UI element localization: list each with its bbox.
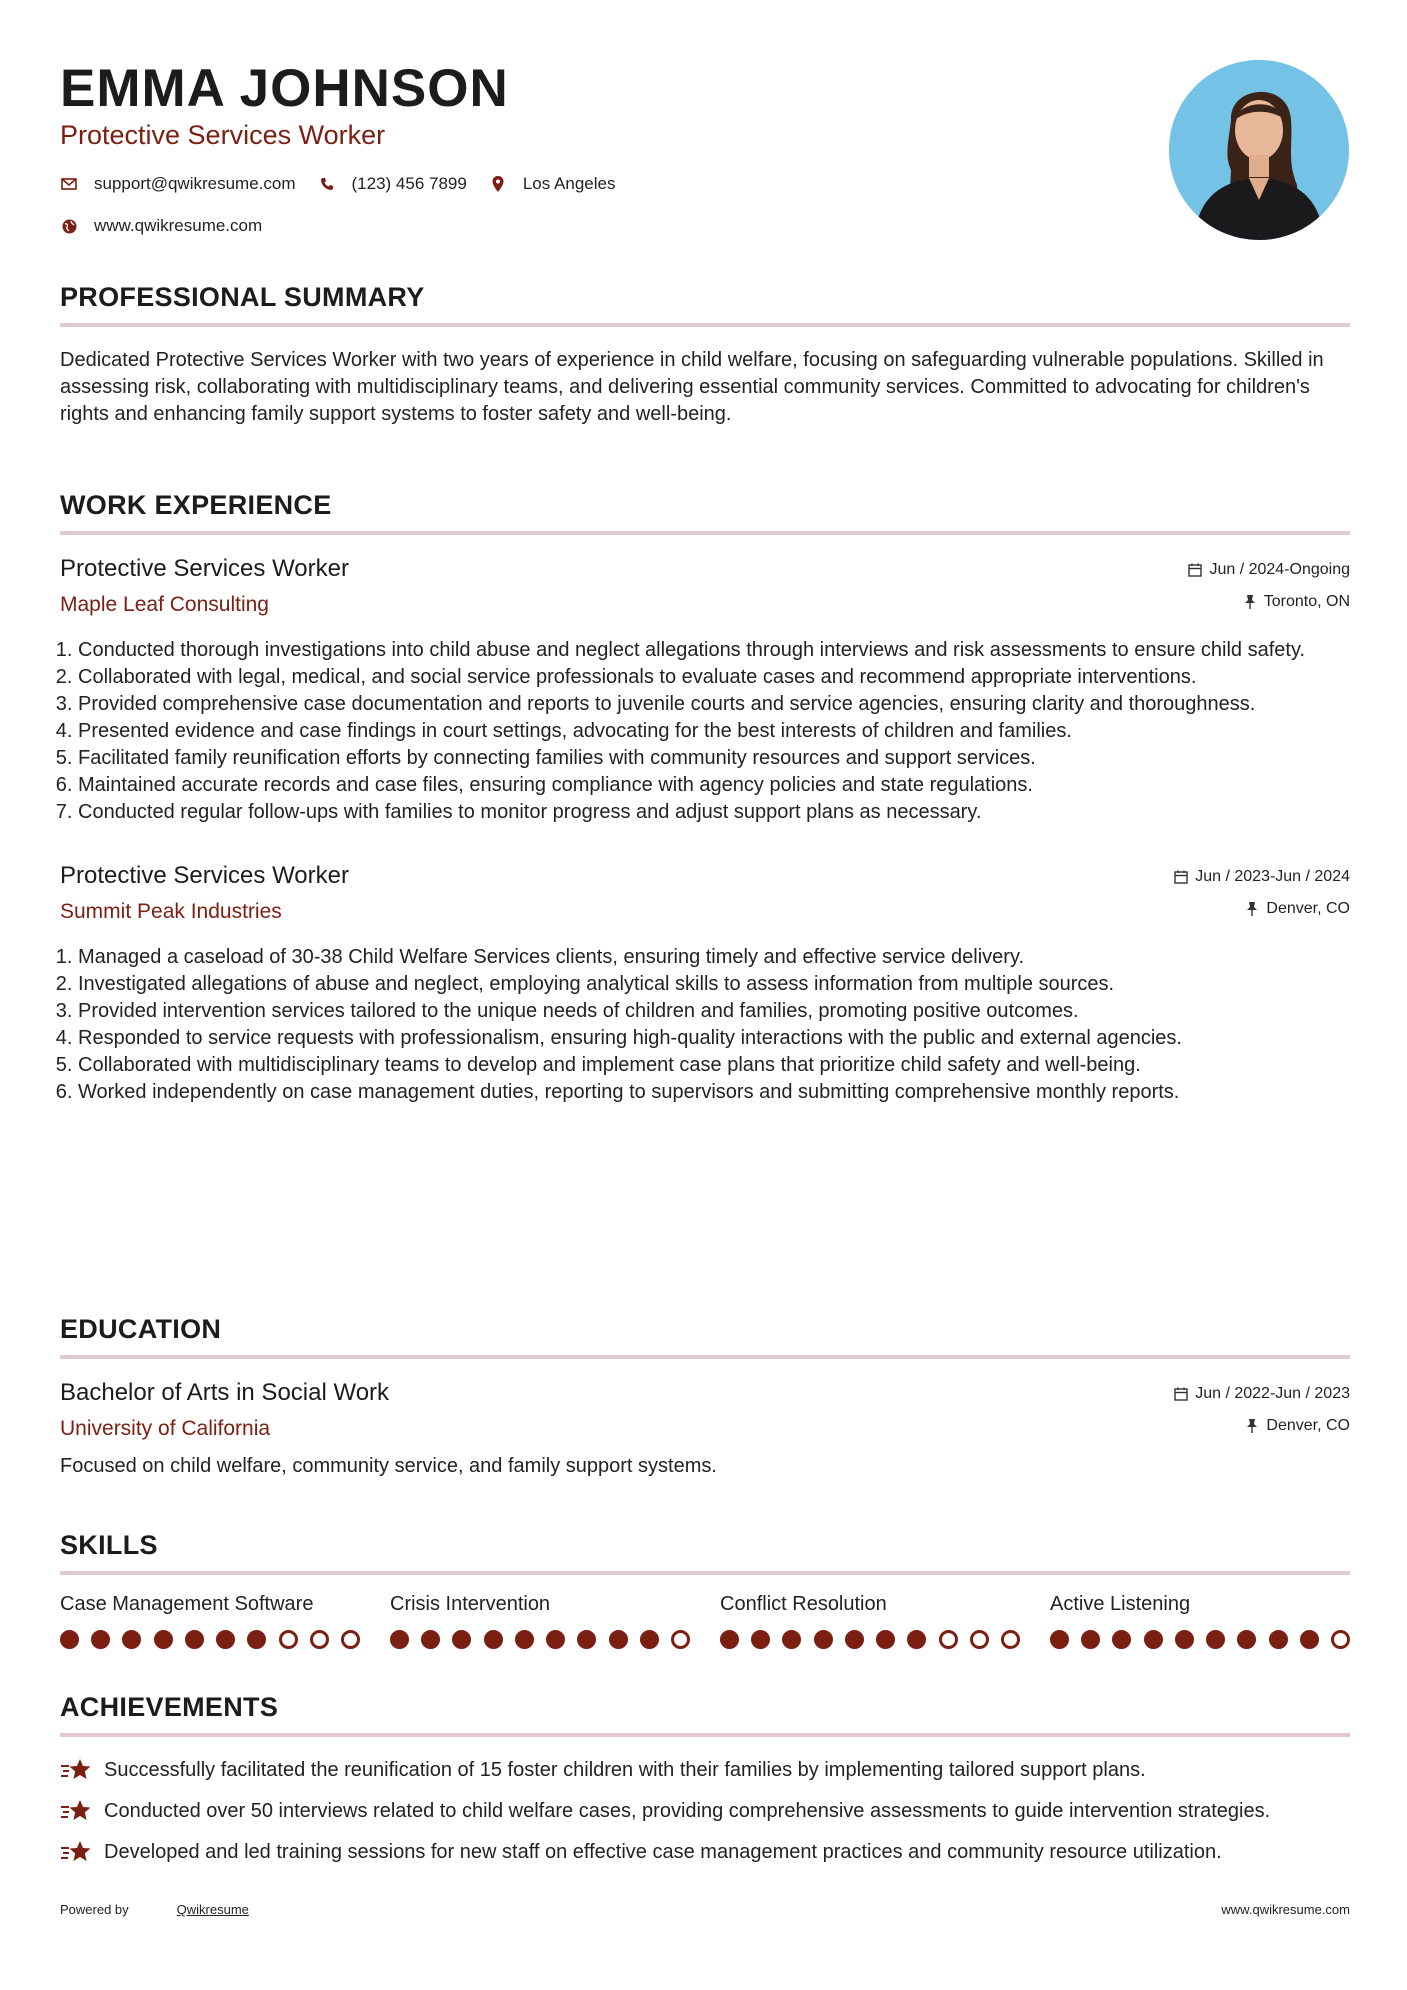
experience-section — [60, 490, 1350, 1106]
list-item: 4. Responded to service requests with professionalism, ensuring high-quality interactions with the public and external agencies. — [78, 1025, 1350, 1052]
skill-rating — [1050, 1630, 1350, 1648]
globe-icon — [60, 217, 78, 235]
footer-website[interactable]: www.qwikresume.com — [1221, 1902, 1350, 1917]
resume-page — [60, 0, 1350, 1990]
job-date: Jun / 2023-Jun / 2024 — [1195, 868, 1350, 885]
skill-item — [60, 1593, 360, 1648]
rating-dot-filled — [1112, 1630, 1131, 1649]
list-item: 3. Provided intervention services tailored to the unique needs of children and families, promoting positive outcomes. — [78, 998, 1350, 1025]
section-title: WORK EXPERIENCE — [60, 490, 332, 520]
rating-dot-filled — [122, 1630, 141, 1649]
star-icon — [60, 1757, 92, 1784]
section-divider — [60, 1571, 1350, 1575]
rating-dot-filled — [1175, 1630, 1194, 1649]
rating-dot-filled — [1206, 1630, 1225, 1649]
rating-dot-empty — [310, 1630, 329, 1649]
list-item: 6. Maintained accurate records and case files, ensuring compliance with agency policies and state regulations. — [78, 772, 1350, 799]
rating-dot-filled — [154, 1630, 173, 1649]
rating-dot-empty — [939, 1630, 958, 1649]
rating-dot-filled — [216, 1630, 235, 1649]
job-duties — [60, 944, 1350, 1106]
contact-info — [60, 172, 637, 256]
section-title: PROFESSIONAL SUMMARY — [60, 282, 425, 312]
education-description: Focused on child welfare, community service, and family support systems. — [60, 1455, 717, 1477]
brand-link[interactable]: Qwikresume — [176, 1902, 249, 1917]
skill-name: Crisis Intervention — [390, 1593, 551, 1615]
skill-name: Conflict Resolution — [720, 1593, 887, 1615]
rating-dot-filled — [484, 1630, 503, 1649]
rating-dot-filled — [782, 1630, 801, 1649]
calendar-icon — [1173, 869, 1189, 885]
envelope-icon — [60, 175, 78, 193]
job-company: Maple Leaf Consulting — [60, 593, 269, 616]
section-title: SKILLS — [60, 1530, 158, 1560]
job-location: Denver, CO — [1266, 900, 1350, 917]
rating-dot-filled — [907, 1630, 926, 1649]
rating-dot-empty — [970, 1630, 989, 1649]
rating-dot-empty — [1331, 1630, 1350, 1649]
rating-dot-filled — [247, 1630, 266, 1649]
star-icon — [60, 1798, 92, 1825]
list-item — [60, 1839, 1350, 1866]
achievement-text: Developed and led training sessions for new staff on effective case management practices and community resource utilization. — [104, 1841, 1222, 1863]
skill-name: Active Listening — [1050, 1593, 1191, 1615]
calendar-icon — [1173, 1386, 1189, 1402]
rating-dot-filled — [1269, 1630, 1288, 1649]
job-entry — [60, 862, 1350, 1106]
rating-dot-filled — [845, 1630, 864, 1649]
list-item: 4. Presented evidence and case findings in court settings, advocating for the best interests of children and families. — [78, 718, 1350, 745]
pushpin-icon — [1244, 1418, 1260, 1434]
skills-section — [60, 1530, 1350, 1648]
section-divider — [60, 1733, 1350, 1737]
list-item: 1. Managed a caseload of 30-38 Child Welfare Services clients, ensuring timely and effective service delivery. — [78, 944, 1350, 971]
skill-item — [1050, 1593, 1350, 1648]
education-entry — [60, 1379, 1350, 1480]
job-company: Summit Peak Industries — [60, 900, 282, 923]
achievement-text: Successfully facilitated the reunification of 15 foster children with their families by implementing tailored support plans. — [104, 1759, 1146, 1781]
skill-rating — [60, 1630, 360, 1648]
skills-list — [60, 1593, 1350, 1648]
list-item: 6. Worked independently on case management duties, reporting to supervisors and submitting comprehensive monthly reports. — [78, 1079, 1350, 1106]
rating-dot-filled — [577, 1630, 596, 1649]
contact-phone[interactable]: (123) 456 7899 — [351, 174, 467, 193]
summary-text: Dedicated Protective Services Worker with two years of experience in child welfare, focusing on safeguarding vulnerable populations. Skilled in assessing risk, collaborating with multidisciplinary teams, and delivering essential community services. Committed to advocating for children's rights and enhancing family support systems to foster safety and well-being. — [60, 349, 1324, 425]
education-section — [60, 1314, 1350, 1480]
list-item: 5. Collaborated with multidisciplinary teams to develop and implement case plans that prioritize child safety and well-being. — [78, 1052, 1350, 1079]
rating-dot-filled — [1300, 1630, 1319, 1649]
rating-dot-filled — [91, 1630, 110, 1649]
degree-title: Bachelor of Arts in Social Work — [60, 1379, 390, 1406]
list-item — [60, 1798, 1350, 1825]
phone-icon — [318, 175, 336, 193]
calendar-icon — [1187, 562, 1203, 578]
rating-dot-filled — [515, 1630, 534, 1649]
contact-email[interactable]: support@qwikresume.com — [94, 174, 296, 193]
rating-dot-filled — [876, 1630, 895, 1649]
page-footer — [60, 1902, 1350, 1922]
list-item: 2. Collaborated with legal, medical, and social service professionals to evaluate cases and recommend appropriate interventions. — [78, 664, 1350, 691]
rating-dot-empty — [671, 1630, 690, 1649]
job-entry — [60, 555, 1350, 826]
skill-rating — [390, 1630, 690, 1648]
education-date: Jun / 2022-Jun / 2023 — [1195, 1385, 1350, 1402]
section-divider — [60, 531, 1350, 535]
rating-dot-filled — [185, 1630, 204, 1649]
job-duties — [60, 637, 1350, 826]
section-title: ACHIEVEMENTS — [60, 1692, 279, 1722]
rating-dot-filled — [720, 1630, 739, 1649]
pushpin-icon — [1242, 594, 1258, 610]
section-title: EDUCATION — [60, 1314, 222, 1344]
rating-dot-filled — [1081, 1630, 1100, 1649]
list-item: 1. Conducted thorough investigations into child abuse and neglect allegations through interviews and risk assessments to ensure child safety. — [78, 637, 1350, 664]
candidate-role: Protective Services Worker — [60, 120, 386, 150]
map-pin-icon — [489, 175, 507, 193]
list-item: 7. Conducted regular follow-ups with families to monitor progress and adjust support plans as necessary. — [78, 799, 1350, 826]
rating-dot-filled — [609, 1630, 628, 1649]
summary-section — [60, 282, 1350, 428]
skill-name: Case Management Software — [60, 1593, 314, 1615]
candidate-name: EMMA JOHNSON — [60, 59, 509, 118]
contact-location: Los Angeles — [522, 174, 616, 193]
rating-dot-filled — [1237, 1630, 1256, 1649]
rating-dot-filled — [546, 1630, 565, 1649]
contact-website[interactable]: www.qwikresume.com — [94, 216, 263, 235]
rating-dot-filled — [751, 1630, 770, 1649]
profile-photo — [1169, 60, 1349, 240]
star-icon — [60, 1839, 92, 1866]
rating-dot-filled — [390, 1630, 409, 1649]
powered-by-label: Powered by — [60, 1902, 129, 1917]
rating-dot-filled — [421, 1630, 440, 1649]
rating-dot-empty — [341, 1630, 360, 1649]
list-item: 2. Investigated allegations of abuse and neglect, employing analytical skills to assess information from multiple sources. — [78, 971, 1350, 998]
list-item — [60, 1757, 1350, 1784]
job-title: Protective Services Worker — [60, 555, 349, 582]
section-divider — [60, 323, 1350, 327]
rating-dot-empty — [1001, 1630, 1020, 1649]
rating-dot-filled — [814, 1630, 833, 1649]
pushpin-icon — [1244, 901, 1260, 917]
rating-dot-filled — [60, 1630, 79, 1649]
education-location: Denver, CO — [1266, 1417, 1350, 1434]
rating-dot-filled — [640, 1630, 659, 1649]
rating-dot-filled — [452, 1630, 471, 1649]
achievements-list — [60, 1757, 1350, 1866]
section-divider — [60, 1355, 1350, 1359]
job-date: Jun / 2024-Ongoing — [1209, 561, 1350, 578]
list-item: 3. Provided comprehensive case documentation and reports to juvenile courts and service agencies, ensuring clarity and thoroughness. — [78, 691, 1350, 718]
achievements-section — [60, 1692, 1350, 1880]
rating-dot-filled — [1050, 1630, 1069, 1649]
list-item: 5. Facilitated family reunification efforts by connecting families with community resources and support services. — [78, 745, 1350, 772]
rating-dot-empty — [279, 1630, 298, 1649]
skill-item — [390, 1593, 690, 1648]
job-location: Toronto, ON — [1263, 593, 1350, 610]
achievement-text: Conducted over 50 interviews related to child welfare cases, providing comprehensive assessments to guide intervention strategies. — [104, 1800, 1271, 1822]
school-name: University of California — [60, 1417, 271, 1440]
skill-rating — [720, 1630, 1020, 1648]
rating-dot-filled — [1144, 1630, 1163, 1649]
job-title: Protective Services Worker — [60, 862, 349, 889]
skill-item — [720, 1593, 1020, 1648]
